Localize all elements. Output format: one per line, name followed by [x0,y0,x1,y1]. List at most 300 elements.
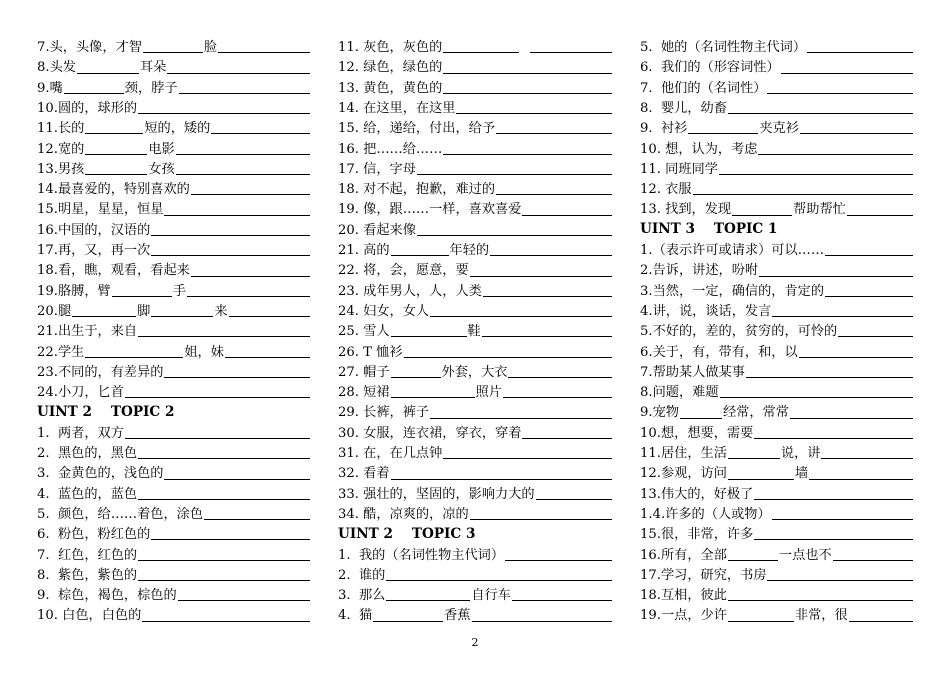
vocab-prompt: 3.当然，一定，确信的，肯定的 [640,283,825,299]
answer-blank[interactable] [386,579,612,581]
vocab-prompt: 9. 棕色，褐色，棕色的 [37,588,177,604]
answer-blank[interactable] [176,173,310,175]
vocab-prompt: 外套，大衣 [441,364,508,380]
vocab-row [37,116,311,136]
vocab-prompt: 11.居住，生活 [640,446,727,462]
answer-blank[interactable] [142,620,310,622]
vocab-prompt: 32. 看着 [338,466,390,482]
vocab-prompt: 11. 灰色，灰色的 [338,40,443,56]
vocab-prompt: 18. 对不起，抱歉，难过的 [338,182,496,198]
vocab-prompt: 24. 妇女，女人 [338,303,430,319]
answer-blank[interactable] [800,132,913,134]
vocab-prompt: 12.宽的 [37,141,85,157]
vocab-prompt: 17. 信，字母 [338,161,416,177]
vocab-prompt: 8.头发 [37,60,76,76]
answer-blank[interactable] [85,173,147,175]
answer-blank[interactable] [404,356,612,358]
vocab-prompt: 34. 酷，凉爽的，凉的 [338,506,469,522]
answer-blank[interactable] [728,457,780,459]
answer-blank[interactable] [138,579,310,581]
answer-blank[interactable] [772,518,913,520]
answer-blank[interactable] [522,214,612,216]
answer-blank[interactable] [799,356,913,358]
answer-blank[interactable] [443,457,612,459]
answer-blank[interactable] [728,559,778,561]
answer-blank[interactable] [125,437,310,439]
vocab-row [37,279,311,299]
answer-blank[interactable] [728,620,794,622]
vocab-prompt: 10.想，想要，需要 [640,425,754,441]
vocab-row [37,603,311,623]
answer-blank[interactable] [443,153,612,155]
answer-blank[interactable] [191,193,310,195]
vocab-prompt: 17.学习，研究，书房 [640,567,767,583]
vocab-row [640,197,914,217]
vocab-row [338,461,613,481]
vocab-prompt: 手 [172,283,186,299]
answer-blank[interactable] [838,335,913,337]
vocab-row [338,360,613,380]
answer-blank[interactable] [138,112,310,114]
vocab-prompt: 6.关于，有，带有，和，以 [640,344,798,360]
answer-blank[interactable] [391,254,449,256]
answer-blank[interactable] [720,396,913,398]
vocab-prompt: 23. 成年男人，人，人类 [338,283,482,299]
vocab-prompt: 19. 像，跟……一样，喜欢喜爱 [338,202,522,218]
vocab-prompt: 夹克衫 [759,121,799,137]
vocab-row [338,583,613,603]
vocab-row [640,319,914,339]
answer-blank[interactable] [167,72,310,74]
vocab-prompt: 帮助帮忙 [793,202,846,218]
vocab-row [640,583,914,603]
vocab-row [640,542,914,562]
vocab-prompt: 10. 白色，白色的 [37,608,142,624]
section-heading [37,400,311,420]
vocab-prompt: 7.头，头像，才智 [37,40,142,56]
vocab-prompt: 16.中国的，汉语的 [37,222,151,238]
answer-blank[interactable] [112,295,172,297]
vocab-prompt: 墙 [794,466,809,482]
answer-blank[interactable] [754,538,913,540]
vocab-prompt: 12. 绿色，绿色的 [338,60,443,76]
answer-blank[interactable] [164,478,310,480]
vocab-row [37,299,311,319]
answer-blank[interactable] [391,335,467,337]
answer-blank[interactable] [187,295,310,297]
vocab-prompt: 2. 黑色的，黑色 [37,446,138,462]
answer-blank[interactable] [693,193,913,195]
column-right [640,35,914,624]
answer-blank[interactable] [85,153,147,155]
answer-blank[interactable] [825,254,913,256]
answer-blank[interactable] [143,51,203,53]
answer-blank[interactable] [503,396,612,398]
vocab-row [37,218,311,238]
vocab-row [640,502,914,522]
answer-blank[interactable] [85,356,183,358]
answer-blank[interactable] [767,579,913,581]
vocab-row [37,360,311,380]
answer-blank[interactable] [483,295,612,297]
vocab-row [37,136,311,156]
vocab-row [338,502,613,522]
vocab-row [37,35,311,55]
vocab-prompt: 4.讲，说，谈话，发言 [640,303,772,319]
answer-blank[interactable] [505,559,612,561]
answer-blank[interactable] [759,275,913,277]
vocab-prompt: 1.（表示许可或请求）可以…… [640,243,825,259]
answer-blank[interactable] [767,92,913,94]
answer-blank[interactable] [790,417,913,419]
answer-blank[interactable] [809,478,913,480]
vocab-row [640,522,914,542]
answer-blank[interactable] [151,254,310,256]
answer-blank[interactable] [391,478,612,480]
answer-blank[interactable] [482,335,612,337]
vocab-prompt: 11.长的 [37,121,85,137]
vocab-row [640,116,914,136]
vocab-prompt: 6. 粉色，粉红色的 [37,527,151,543]
page-number: 2 [471,636,479,649]
vocab-prompt: 一点也不 [778,547,832,563]
answer-blank[interactable] [456,112,612,114]
answer-blank[interactable] [508,376,612,378]
answer-blank[interactable] [218,51,310,53]
answer-blank[interactable] [225,356,310,358]
answer-blank[interactable] [754,498,913,500]
vocab-row [640,482,914,502]
vocab-prompt: 13. 找到，发现 [640,202,732,218]
vocab-row [338,563,613,583]
vocab-prompt: 14. 在这里，在这里 [338,100,456,116]
vocab-row [37,583,311,603]
answer-blank[interactable] [821,457,913,459]
vocab-row [338,299,613,319]
answer-blank[interactable] [772,315,913,317]
answer-blank[interactable] [833,559,913,561]
vocab-row [338,482,613,502]
answer-blank[interactable] [536,498,612,500]
vocab-prompt: 14.最喜爱的，特别喜欢的 [37,182,190,198]
answer-blank[interactable] [178,599,310,601]
answer-blank[interactable] [472,620,612,622]
answer-blank[interactable] [417,173,612,175]
vocab-row [37,380,311,400]
vocab-row [338,542,613,562]
vocab-row [338,35,613,55]
vocab-row [37,76,311,96]
vocab-row [37,258,311,278]
answer-blank[interactable] [151,538,310,540]
vocab-prompt: 11. 同班同学 [640,161,718,177]
vocab-row [640,258,914,278]
vocab-prompt: 来 [214,303,228,319]
answer-blank[interactable] [77,72,139,74]
vocab-row [640,299,914,319]
vocab-prompt: 13.男孩 [37,161,85,177]
vocab-prompt: 28. 短裙 [338,385,390,401]
vocab-row [338,603,613,623]
vocab-prompt: 10.圆的，球形的 [37,100,138,116]
section-heading-text: UINT 2 TOPIC 2 [37,404,175,421]
vocab-prompt: 12. 衣服 [640,182,692,198]
vocab-prompt: 5. 她的（名词性物主代词） [640,40,807,56]
vocab-row [338,157,613,177]
vocab-prompt: 5. 颜色，给……着色，涂色 [37,506,204,522]
answer-blank[interactable] [825,295,913,297]
vocab-prompt: 15.很，非常，许多 [640,527,754,543]
answer-blank[interactable] [391,376,441,378]
vocab-row [640,339,914,359]
vocab-row [640,360,914,380]
vocab-row [338,116,613,136]
vocab-prompt: 自行车 [471,588,511,604]
answer-blank[interactable] [781,72,913,74]
answer-blank[interactable] [229,315,310,317]
vocab-row [37,339,311,359]
answer-blank[interactable] [512,599,612,601]
answer-blank[interactable] [151,315,213,317]
vocab-prompt: 脸 [203,40,218,56]
answer-blank[interactable] [151,234,310,236]
vocab-row [640,380,914,400]
vocab-prompt: 7.帮助某人做某事 [640,364,745,380]
vocab-prompt: 21. 高的 [338,243,390,259]
vocab-row [338,319,613,339]
vocab-row [37,522,311,542]
vocab-row [37,197,311,217]
answer-blank[interactable] [807,51,913,53]
vocab-row [338,421,613,441]
vocab-prompt: 19.胳膊，臂 [37,283,111,299]
vocab-prompt: 5.不好的，差的，贫穷的，可怜的 [640,324,838,340]
vocab-row [37,441,311,461]
vocab-prompt: 29. 长裤，裤子 [338,405,430,421]
vocab-prompt: 说，讲 [780,446,821,462]
answer-blank[interactable] [728,478,794,480]
answer-blank[interactable] [164,214,310,216]
vocab-prompt: 27. 帽子 [338,364,390,380]
answer-blank[interactable] [417,234,612,236]
answer-blank[interactable] [522,437,612,439]
answer-blank[interactable] [443,92,612,94]
vocab-row [37,96,311,116]
vocab-row [37,461,311,481]
vocab-prompt: 22. 将，会，愿意，要 [338,263,469,279]
vocab-row [37,238,311,258]
answer-blank[interactable] [176,153,310,155]
answer-blank[interactable] [443,51,519,53]
vocab-prompt: 脚 [137,303,151,319]
vocab-prompt: 7. 红色，红色的 [37,547,138,563]
answer-blank[interactable] [728,599,913,601]
vocab-prompt: 耳朵 [139,60,167,76]
answer-blank[interactable] [490,254,612,256]
answer-blank[interactable] [179,92,310,94]
vocab-prompt: 照片 [475,385,502,401]
answer-blank[interactable] [719,173,913,175]
answer-blank[interactable] [138,335,310,337]
answer-blank[interactable] [754,437,913,439]
answer-blank[interactable] [125,396,310,398]
vocab-prompt: 1. 两者，双方 [37,425,124,441]
vocab-prompt: 香蕉 [444,608,471,624]
vocab-prompt: 15.明星，星星，恒星 [37,202,164,218]
vocab-row [37,177,311,197]
answer-blank[interactable] [728,112,913,114]
answer-blank[interactable] [530,51,612,53]
answer-blank[interactable] [496,193,612,195]
vocab-row [338,96,613,116]
vocab-row [640,279,914,299]
vocab-prompt: 31. 在，在几点钟 [338,446,443,462]
answer-blank[interactable] [688,132,758,134]
vocab-prompt: 9.宠物 [640,405,679,421]
vocab-row [37,502,311,522]
vocab-row [37,319,311,339]
answer-blank[interactable] [680,417,722,419]
vocab-row [37,542,311,562]
vocab-prompt: 26. T 恤衫 [338,344,403,360]
vocab-prompt: 23.不同的，有差异的 [37,364,164,380]
vocab-prompt: 33. 强壮的，坚固的，影响力大的 [338,486,535,502]
vocab-row [640,96,914,116]
vocab-prompt: 25. 雪人 [338,324,390,340]
answer-blank[interactable] [746,376,913,378]
vocab-row [640,603,914,623]
answer-blank[interactable] [732,214,792,216]
vocab-row [640,35,914,55]
vocab-prompt: 17.再，又，再一次 [37,243,151,259]
vocab-row [338,279,613,299]
vocab-row [338,218,613,238]
vocab-prompt: 19.一点，少许 [640,608,727,624]
answer-blank[interactable] [72,315,136,317]
answer-blank[interactable] [430,417,612,419]
vocab-prompt: 2.告诉，讲述，吩咐 [640,263,759,279]
vocab-row [338,441,613,461]
vocab-prompt: 20. 看起来像 [338,222,416,238]
answer-blank[interactable] [164,376,310,378]
vocab-prompt [520,41,528,54]
answer-blank[interactable] [191,275,310,277]
answer-blank[interactable] [204,518,310,520]
vocab-row [338,136,613,156]
vocab-prompt: 10. 想，认为，考虑 [640,141,758,157]
column-middle [338,35,613,624]
answer-blank[interactable] [470,275,612,277]
vocab-row [640,238,914,258]
vocab-row [640,136,914,156]
answer-blank[interactable] [496,132,612,134]
answer-blank[interactable] [391,396,475,398]
vocab-prompt: 9. 衬衫 [640,121,688,137]
answer-blank[interactable] [386,599,470,601]
vocab-prompt: 8. 紫色，紫色的 [37,567,138,583]
answer-blank[interactable] [430,315,612,317]
vocab-prompt: 30. 女服，连衣裙，穿衣，穿着 [338,425,522,441]
vocab-prompt: 16. 把……给…… [338,141,443,157]
vocab-row [37,563,311,583]
answer-blank[interactable] [849,620,913,622]
vocab-prompt: 鞋 [467,324,481,340]
answer-blank[interactable] [211,132,310,134]
column-left [37,35,311,624]
vocab-row [37,55,311,75]
vocab-prompt: 9.嘴 [37,80,63,96]
vocab-prompt: 3. 金黄色的，浅色的 [37,466,164,482]
vocab-prompt: 12.参观，访问 [640,466,727,482]
vocab-prompt: 电影 [148,141,175,157]
vocab-prompt: 16.所有，全部 [640,547,727,563]
vocab-row [37,482,311,502]
vocab-row [338,400,613,420]
vocab-row [338,380,613,400]
vocab-prompt: 22.学生 [37,344,85,360]
answer-blank[interactable] [758,153,913,155]
vocab-prompt: 24.小刀，匕首 [37,385,124,401]
section-heading-text: UINT 2 TOPIC 3 [338,525,476,542]
vocab-row [640,421,914,441]
vocab-prompt: 颈，脖子 [124,80,178,96]
vocab-prompt: 女孩 [148,161,175,177]
vocab-row [338,238,613,258]
vocab-row [338,177,613,197]
vocab-prompt: 4. 蓝色的，蓝色 [37,486,138,502]
vocab-prompt: 18.看，瞧，观看，看起来 [37,263,190,279]
vocab-prompt: 15. 给，递给，付出，给予 [338,121,496,137]
answer-blank[interactable] [470,518,612,520]
vocab-row [640,400,914,420]
vocab-prompt: 13. 黄色，黄色的 [338,80,443,96]
vocab-row [640,76,914,96]
vocab-prompt: 8.问题，难题 [640,385,719,401]
vocab-prompt: 21.出生于，来自 [37,324,138,340]
vocab-row [338,258,613,278]
vocab-row [640,55,914,75]
vocab-prompt: 20.腿 [37,303,72,319]
vocab-prompt: 6. 我们的（形容词性） [640,60,780,76]
answer-blank[interactable] [138,559,310,561]
vocab-row [338,339,613,359]
vocab-row [640,461,914,481]
answer-blank[interactable] [138,498,310,500]
vocab-prompt: 3. 那么 [338,588,386,604]
vocab-row [640,441,914,461]
answer-blank[interactable] [138,457,310,459]
vocab-row [37,157,311,177]
vocab-row [640,563,914,583]
answer-blank[interactable] [373,620,443,622]
answer-blank[interactable] [64,92,124,94]
vocab-prompt: 18.互相，彼此 [640,588,727,604]
answer-blank[interactable] [85,132,143,134]
section-heading-text: UINT 3 TOPIC 1 [640,221,778,238]
vocab-row [338,197,613,217]
vocab-row [640,157,914,177]
vocab-row [338,55,613,75]
answer-blank[interactable] [443,72,612,74]
vocab-prompt: 7. 他们的（名词性） [640,80,767,96]
vocab-prompt: 姐，妹 [184,344,224,360]
vocab-prompt: 年轻的 [449,243,490,259]
vocab-row [640,177,914,197]
answer-blank[interactable] [847,214,913,216]
vocab-prompt: 1.4.许多的（人或物） [640,506,771,522]
vocab-row [37,421,311,441]
section-heading [640,218,914,238]
